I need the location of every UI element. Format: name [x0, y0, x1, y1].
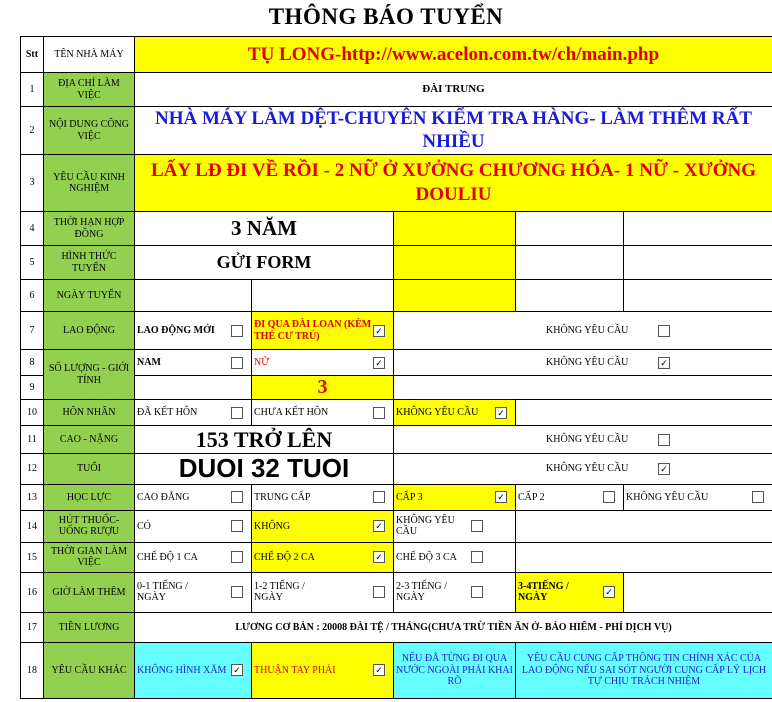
checkbox-no-requirement[interactable]: ✓ [658, 463, 670, 475]
row-label: NGÀY TUYỂN [44, 280, 135, 312]
option-three-shift-label: CHẾ ĐỘ 3 CA [396, 551, 457, 563]
row-label: TIỀN LƯƠNG [44, 612, 135, 642]
option-college-label: CAO ĐẲNG [137, 491, 190, 503]
checkbox-single[interactable] [373, 407, 385, 419]
option-no-requirement-label: KHÔNG YÊU CẦU [546, 463, 629, 475]
row-number: 5 [21, 246, 44, 280]
checkbox-no-requirement[interactable] [658, 434, 670, 446]
row-label: GIỜ LÀM THÊM [44, 572, 135, 612]
row-number: 7 [21, 312, 44, 350]
recruitment-table [20, 36, 772, 699]
checkbox-ot-3-4[interactable]: ✓ [603, 586, 615, 598]
row-number: 3 [21, 155, 44, 212]
empty-cell [516, 510, 772, 542]
checkbox-vocational[interactable] [373, 491, 385, 503]
empty-cell [394, 280, 516, 312]
experience-requirement: LẤY LĐ ĐI VỀ RỒI - 2 NỮ Ở XƯỞNG CHƯƠNG HÓA- 1 NỮ - XƯỞNG DOULIU [135, 155, 772, 212]
row-label: LAO ĐỘNG [44, 312, 135, 350]
checkbox-no-requirement[interactable]: ✓ [658, 357, 670, 369]
checkbox-ot-2-3[interactable] [471, 586, 483, 598]
row-number: 8 [21, 350, 44, 376]
option-no-requirement-label: KHÔNG YÊU CẦU [546, 324, 629, 336]
factory-label: TÊN NHÀ MÁY [44, 37, 135, 73]
row-number: 14 [21, 510, 44, 542]
checkbox-middle-school[interactable] [603, 491, 615, 503]
row-number: 9 [21, 376, 44, 400]
row-number: 4 [21, 212, 44, 246]
option-new-worker-label: LAO ĐỘNG MỚI [137, 324, 215, 336]
option-accurate-info: YÊU CẦU CUNG CẤP THÔNG TIN CHÍNH XÁC CỦA LAO ĐỘNG NẾU SAI SÓT NGƯỜI CUNG CẤP LÝ LỊCH TỰ CHỊU TRÁCH NHIỆM [516, 642, 772, 698]
work-location: ĐÀI TRUNG [135, 73, 772, 107]
option-no-requirement-label: KHÔNG YÊU CẦU [626, 491, 709, 503]
row-number: 12 [21, 454, 44, 485]
checkbox-ot-1-2[interactable] [373, 586, 385, 598]
option-married-label: ĐÃ KẾT HÔN [137, 406, 198, 418]
checkbox-male[interactable] [231, 357, 243, 369]
option-no-tattoo-label: KHÔNG HÌNH XĂM [137, 664, 227, 676]
option-male-label: NAM [137, 356, 161, 368]
checkbox-no-requirement[interactable] [471, 520, 483, 532]
factory-name: TỤ LONG-http://www.acelon.com.tw/ch/main.php [135, 37, 772, 73]
checkbox-one-shift[interactable] [231, 551, 243, 563]
empty-cell [135, 280, 252, 312]
option-high-school-label: CẤP 3 [396, 491, 423, 503]
checkbox-three-shift[interactable] [471, 551, 483, 563]
age-value: DUOI 32 TUOI [135, 454, 394, 485]
empty-cell [252, 280, 394, 312]
row-number: 16 [21, 572, 44, 612]
option-yes-label: CÓ [137, 520, 151, 532]
row-number: 6 [21, 280, 44, 312]
empty-cell [394, 246, 516, 280]
checkbox-college[interactable] [231, 491, 243, 503]
row-label: THỜI HẠN HỢP ĐỒNG [44, 212, 135, 246]
option-abroad-history: NẾU ĐÃ TỪNG ĐI QUA NƯỚC NGOÀI PHẢI KHAI RÕ [394, 642, 516, 698]
option-no-label: KHÔNG [254, 520, 291, 532]
empty-cell [516, 542, 772, 572]
option-ot-1-2-label: 1-2 TIẾNG / NGÀY [254, 580, 305, 604]
page-title: THÔNG BÁO TUYỂN [268, 4, 504, 29]
row-label: SỐ LƯỢNG - GIỚI TÍNH [44, 350, 135, 400]
option-middle-school-label: CẤP 2 [518, 491, 545, 503]
checkbox-no-tattoo[interactable]: ✓ [231, 664, 243, 676]
empty-cell [394, 376, 772, 400]
option-no-requirement-label: KHÔNG YÊU CẦU [396, 406, 479, 418]
row-number: 13 [21, 484, 44, 510]
row-number: 2 [21, 107, 44, 155]
option-one-shift-label: CHẾ ĐỘ 1 CA [137, 551, 198, 563]
empty-cell [624, 212, 772, 246]
row-label: HÚT THUỐC- UỐNG RƯỢU [44, 510, 135, 542]
row-label: HÌNH THỨC TUYỂN [44, 246, 135, 280]
contract-term: 3 NĂM [135, 212, 394, 246]
empty-cell [624, 280, 772, 312]
row-label: HÔN NHÂN [44, 400, 135, 426]
empty-cell [516, 246, 624, 280]
salary-value: LƯƠNG CƠ BẢN : 20008 ĐÀI TỆ / THÁNG(CHƯA TRỪ TIỀN ĂN Ở- BẢO HIỂM - PHÍ DỊCH VỤ) [135, 612, 772, 642]
checkbox-married[interactable] [231, 407, 243, 419]
option-ot-0-1-label: 0-1 TIẾNG / NGÀY [137, 580, 188, 604]
row-label: YÊU CẦU KHÁC [44, 642, 135, 698]
empty-cell [516, 212, 624, 246]
row-number: 10 [21, 400, 44, 426]
job-description: NHÀ MÁY LÀM DỆT-CHUYÊN KIỂM TRA HÀNG- LÀM THÊM RẤT NHIỀU [135, 107, 772, 155]
stt-header: Stt [21, 37, 44, 73]
empty-cell [516, 400, 772, 426]
option-vocational-label: TRUNG CẤP [254, 491, 311, 503]
height-weight-value: 153 TRỞ LÊN [135, 426, 394, 454]
checkbox-female[interactable]: ✓ [373, 357, 385, 369]
row-label: THỜI GIAN LÀM VIỆC [44, 542, 135, 572]
empty-cell [516, 280, 624, 312]
checkbox-yes[interactable] [231, 520, 243, 532]
empty-cell [624, 572, 772, 612]
quantity: 3 [252, 376, 394, 400]
option-ot-2-3-label: 2-3 TIẾNG / NGÀY [396, 580, 447, 604]
row-label: CAO - NẶNG [44, 426, 135, 454]
row-label: HỌC LỰC [44, 484, 135, 510]
empty-cell [394, 212, 516, 246]
checkbox-high-school[interactable]: ✓ [495, 491, 507, 503]
option-single-label: CHƯA KẾT HÔN [254, 406, 329, 418]
checkbox-no-requirement[interactable]: ✓ [495, 407, 507, 419]
row-label: NỘI DUNG CÔNG VIỆC [44, 107, 135, 155]
row-number: 17 [21, 612, 44, 642]
row-label: TUỔI [44, 454, 135, 485]
row-number: 11 [21, 426, 44, 454]
option-two-shift-label: CHẾ ĐỘ 2 CA [254, 551, 315, 563]
checkbox-no[interactable]: ✓ [373, 520, 385, 532]
empty-cell [624, 246, 772, 280]
row-number: 15 [21, 542, 44, 572]
checkbox-been-taiwan[interactable]: ✓ [373, 325, 385, 337]
option-no-requirement-label: KHÔNG YÊU CẦU [546, 356, 629, 368]
recruitment-form: GỬI FORM [135, 246, 394, 280]
option-no-requirement-label: KHÔNG YÊU CẦU [546, 433, 629, 445]
option-no-requirement-label: KHÔNG YÊU CẦU [396, 514, 455, 538]
checkbox-new-worker[interactable] [231, 325, 243, 337]
row-number: 1 [21, 73, 44, 107]
row-number: 18 [21, 642, 44, 698]
row-label: YÊU CẦU KINH NGHIỆM [44, 155, 135, 212]
checkbox-two-shift[interactable]: ✓ [373, 551, 385, 563]
option-right-handed-label: THUẬN TAY PHẢI [254, 664, 336, 676]
option-ot-3-4-label: 3-4TIẾNG / NGÀY [518, 580, 569, 604]
row-label: ĐỊA CHỈ LÀM VIỆC [44, 73, 135, 107]
option-been-taiwan-label: ĐI QUA ĐÀI LOAN (KÈM THẺ CƯ TRÚ) [254, 319, 372, 342]
checkbox-no-requirement[interactable] [658, 325, 670, 337]
checkbox-ot-0-1[interactable] [231, 586, 243, 598]
empty-cell [135, 376, 252, 400]
checkbox-right-handed[interactable]: ✓ [373, 664, 385, 676]
checkbox-no-requirement[interactable] [752, 491, 764, 503]
option-female-label: NỮ [254, 356, 269, 368]
